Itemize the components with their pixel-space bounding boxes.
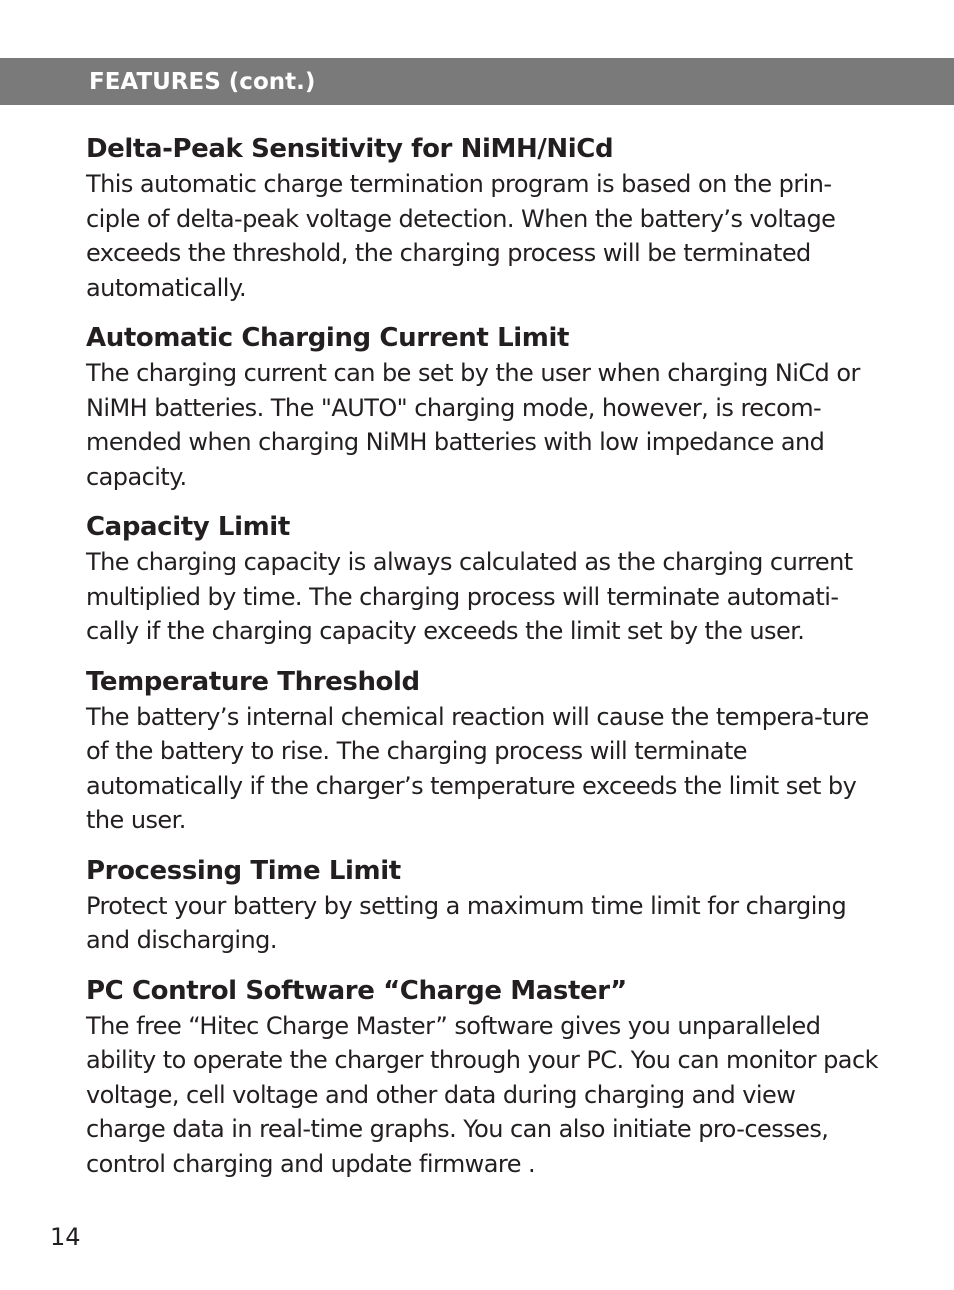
feature-title: PC Control Software “Charge Master” bbox=[86, 975, 627, 1006]
page-number: 14 bbox=[50, 1223, 81, 1251]
feature-description: This automatic charge termination program is based on the prin-ciple of delta-peak voltage detection. When the battery’s voltage exceeds the threshold, the charging process will be terminated automatically. bbox=[86, 170, 836, 302]
features-content bbox=[86, 131, 878, 1196]
feature-pc-control-software bbox=[86, 973, 878, 1182]
feature-description: The free “Hitec Charge Master” software gives you unparalleled ability to operate the charger through your PC. You can monitor pack voltage, cell voltage and other data during charging and view charge data in real-time graphs. You can also initiate pro-cesses, control charging and update firmware . bbox=[86, 1011, 878, 1178]
section-header-title: FEATURES (cont.) bbox=[89, 69, 316, 95]
feature-description: Protect your battery by setting a maximum time limit for charging and discharging. bbox=[86, 891, 847, 954]
section-header-bar bbox=[0, 58, 954, 105]
feature-current-limit bbox=[86, 320, 878, 494]
feature-description: The battery’s internal chemical reaction will cause the tempera-ture of the battery to rise. The charging process will terminate automatically if the charger’s temperature exceeds the limit set by the user. bbox=[86, 702, 869, 834]
feature-title: Processing Time Limit bbox=[86, 855, 401, 886]
feature-description: The charging capacity is always calculated as the charging current multiplied by time. The charging process will terminate automati-cally if the charging capacity exceeds the limit set by the user. bbox=[86, 548, 853, 645]
feature-title: Capacity Limit bbox=[86, 512, 290, 542]
feature-title: Delta-Peak Sensitivity for NiMH/NiCd bbox=[86, 134, 614, 164]
feature-title: Temperature Threshold bbox=[86, 666, 420, 697]
feature-temperature-threshold bbox=[86, 664, 878, 838]
feature-capacity-limit bbox=[86, 509, 878, 649]
feature-delta-peak bbox=[86, 131, 878, 305]
feature-time-limit bbox=[86, 853, 878, 958]
feature-description: The charging current can be set by the user when charging NiCd or NiMH batteries. The "AUTO" charging mode, however, is recom-mended when charging NiMH batteries with low impedance and capacity. bbox=[86, 359, 860, 491]
feature-title: Automatic Charging Current Limit bbox=[86, 323, 569, 353]
